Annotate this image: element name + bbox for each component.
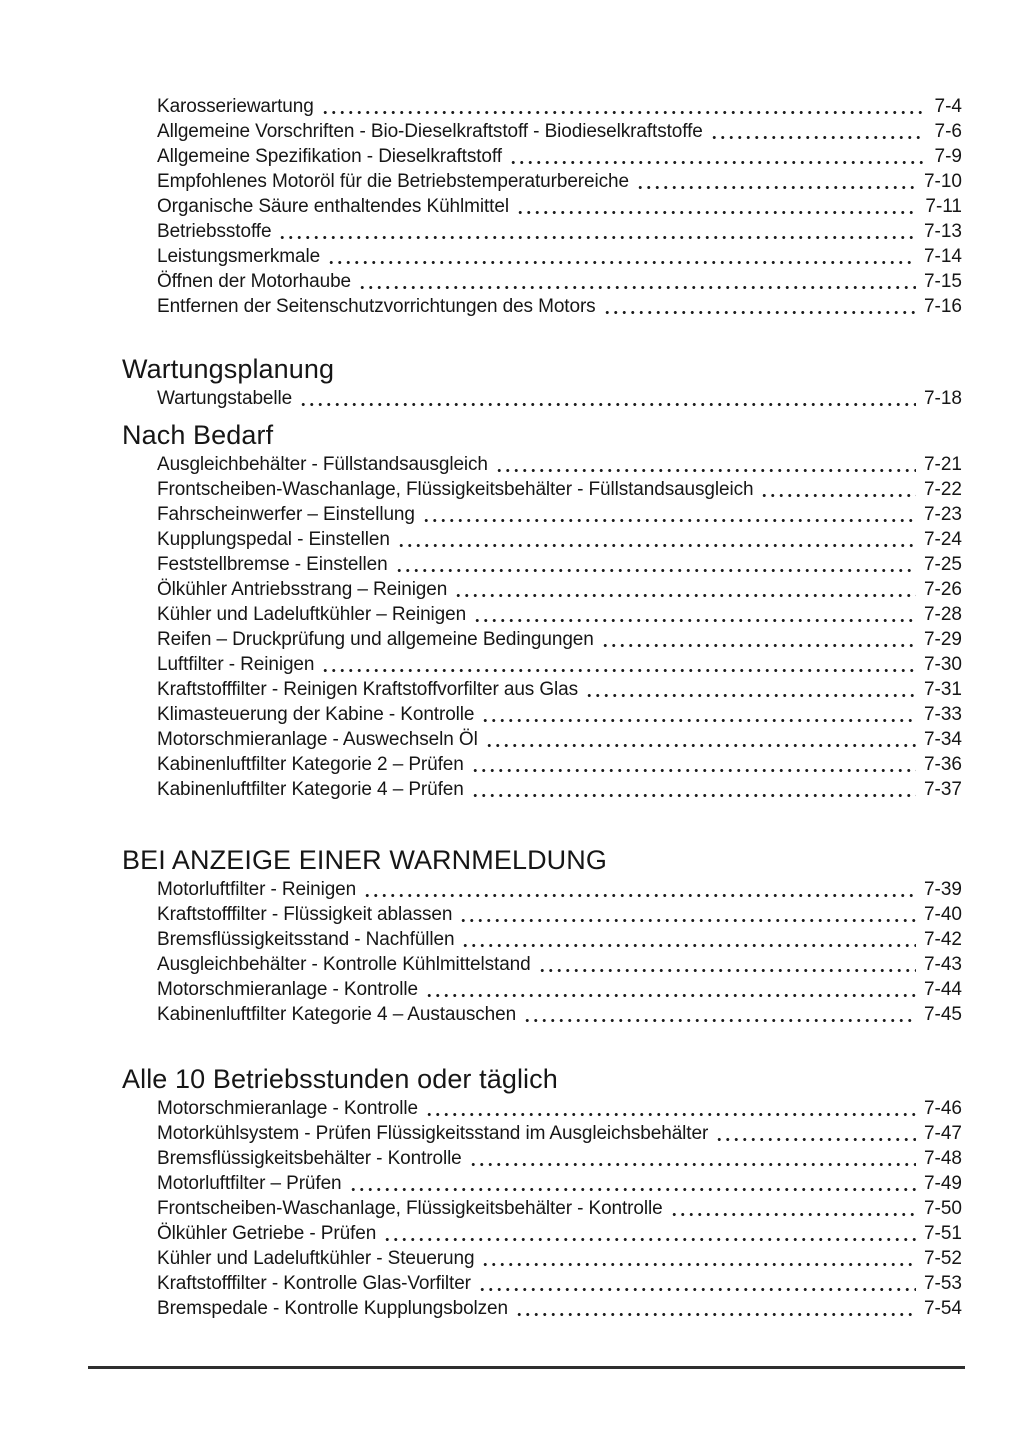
dot-leader xyxy=(516,211,917,214)
dot-leader xyxy=(473,619,916,622)
toc-entry-row xyxy=(157,219,962,244)
toc-section xyxy=(122,844,962,1027)
dot-leader xyxy=(485,744,916,747)
toc-entry-row xyxy=(157,1296,962,1321)
toc-entry-page-number: 7-44 xyxy=(923,979,962,1000)
toc-entry-page-number: 7-42 xyxy=(923,929,962,950)
toc-entry-label: Motorluftfilter - Reinigen xyxy=(157,879,357,900)
section-items xyxy=(157,452,962,802)
toc-entry-row xyxy=(157,1171,962,1196)
dot-leader xyxy=(349,1188,916,1191)
toc-entry-page-number: 7-13 xyxy=(923,221,962,242)
toc-entry-label: Karosseriewartung xyxy=(157,96,314,117)
toc-entry-label: Wartungstabelle xyxy=(157,388,293,409)
toc-section xyxy=(122,1063,962,1321)
toc-entry-page-number: 7-54 xyxy=(923,1298,962,1319)
toc-entry-page-number: 7-37 xyxy=(923,779,962,800)
toc-entry-row xyxy=(157,777,962,802)
toc-entry-label: Kraftstofffilter - Reinigen Kraftstoffvorfilter aus Glas xyxy=(157,679,579,700)
toc-entry-page-number: 7-51 xyxy=(923,1223,962,1244)
dot-leader xyxy=(636,186,916,189)
toc-entry-label: Motorschmieranlage - Kontrolle xyxy=(157,979,419,1000)
section-heading: Nach Bedarf xyxy=(122,420,274,450)
toc-entry-label: Fahrscheinwerfer – Einstellung xyxy=(157,504,415,525)
toc-entry-label: Bremspedale - Kontrolle Kupplungsbolzen xyxy=(157,1298,508,1319)
toc-entry-page-number: 7-22 xyxy=(923,479,962,500)
toc-entry-page-number: 7-34 xyxy=(923,729,962,750)
section-items xyxy=(157,386,962,411)
toc-entry-page-number: 7-40 xyxy=(923,904,962,925)
toc-entry-page-number: 7-29 xyxy=(923,629,962,650)
toc-entry-row xyxy=(157,1002,962,1027)
toc-entry-page-number: 7-6 xyxy=(934,121,962,142)
toc-entry-label: Allgemeine Spezifikation - Dieselkraftstoff xyxy=(157,146,502,167)
dot-leader xyxy=(471,769,916,772)
toc-entry-page-number: 7-39 xyxy=(923,879,962,900)
toc-entry-row xyxy=(157,627,962,652)
section-heading: Alle 10 Betriebsstunden oder täglich xyxy=(122,1064,558,1094)
toc-entry-row xyxy=(157,677,962,702)
toc-entry-label: Ausgleichbehälter - Kontrolle Kühlmittelstand xyxy=(157,954,531,975)
toc-entry-page-number: 7-4 xyxy=(934,96,962,117)
toc-entry-page-number: 7-50 xyxy=(923,1198,962,1219)
toc-entry-label: Frontscheiben-Waschanlage, Flüssigkeitsbehälter - Kontrolle xyxy=(157,1198,663,1219)
toc-entry-row xyxy=(157,477,962,502)
toc-entry-page-number: 7-15 xyxy=(923,271,962,292)
toc-entry-row xyxy=(157,386,962,411)
dot-leader xyxy=(471,794,916,797)
dot-leader xyxy=(321,111,924,114)
toc-entry-label: Kabinenluftfilter Kategorie 4 – Austauschen xyxy=(157,1004,517,1025)
toc-entry-page-number: 7-45 xyxy=(923,1004,962,1025)
toc-entry-label: Betriebsstoffe xyxy=(157,221,272,242)
section-items xyxy=(157,1096,962,1321)
toc-entry-label: Motorkühlsystem - Prüfen Flüssigkeitsstand im Ausgleichsbehälter xyxy=(157,1123,709,1144)
toc-entry-page-number: 7-30 xyxy=(923,654,962,675)
toc-entry-row xyxy=(157,1246,962,1271)
toc-entry-label: Leistungsmerkmale xyxy=(157,246,321,267)
toc-entry-row xyxy=(157,652,962,677)
toc-entry-label: Kühler und Ladeluftkühler – Reinigen xyxy=(157,604,467,625)
toc-entry-label: Bremsflüssigkeitsbehälter - Kontrolle xyxy=(157,1148,462,1169)
toc-entry-label: Entfernen der Seitenschutzvorrichtungen des Motors xyxy=(157,296,596,317)
toc-entry-page-number: 7-16 xyxy=(923,296,962,317)
toc-section xyxy=(122,419,962,802)
dot-leader xyxy=(538,969,916,972)
dot-leader xyxy=(670,1213,916,1216)
dot-leader xyxy=(601,644,916,647)
toc-entry-label: Klimasteuerung der Kabine - Kontrolle xyxy=(157,704,475,725)
toc-entry-row xyxy=(157,952,962,977)
toc-entry-row xyxy=(157,877,962,902)
toc-entry-label: Kraftstofffilter - Flüssigkeit ablassen xyxy=(157,904,453,925)
toc-entry-row xyxy=(157,1121,962,1146)
toc-entry-row xyxy=(157,119,962,144)
toc-entry-label: Ölkühler Antriebsstrang – Reinigen xyxy=(157,579,448,600)
toc-entry-page-number: 7-33 xyxy=(923,704,962,725)
toc-entry-label: Allgemeine Vorschriften - Bio-Dieselkraftstoff - Biodieselkraftstoffe xyxy=(157,121,703,142)
toc-entry-row xyxy=(157,294,962,319)
toc-entry-label: Bremsflüssigkeitsstand - Nachfüllen xyxy=(157,929,455,950)
toc-entry-row xyxy=(157,702,962,727)
toc-entry-row xyxy=(157,1271,962,1296)
dot-leader xyxy=(715,1138,916,1141)
dot-leader xyxy=(710,136,924,139)
toc-entry-label: Ausgleichbehälter - Füllstandsausgleich xyxy=(157,454,488,475)
toc-entry-page-number: 7-47 xyxy=(923,1123,962,1144)
toc-entry-page-number: 7-46 xyxy=(923,1098,962,1119)
toc-entry-label: Frontscheiben-Waschanlage, Flüssigkeitsbehälter - Füllstandsausgleich xyxy=(157,479,754,500)
toc-entry-row xyxy=(157,452,962,477)
toc-entry-label: Kühler und Ladeluftkühler - Steuerung xyxy=(157,1248,475,1269)
toc-entry-row xyxy=(157,977,962,1002)
dot-leader xyxy=(383,1238,916,1241)
toc-entry-page-number: 7-26 xyxy=(923,579,962,600)
toc-entry-row xyxy=(157,502,962,527)
toc-entry-row xyxy=(157,527,962,552)
toc-entry-row xyxy=(157,1221,962,1246)
dot-leader xyxy=(321,669,916,672)
toc-entry-row xyxy=(157,94,962,119)
toc-entry-row xyxy=(157,144,962,169)
dot-leader xyxy=(603,311,916,314)
toc-entry-row xyxy=(157,1146,962,1171)
dot-leader xyxy=(454,594,916,597)
section-heading: Wartungsplanung xyxy=(122,354,335,384)
dot-leader xyxy=(363,894,916,897)
toc-entry-label: Kabinenluftfilter Kategorie 4 – Prüfen xyxy=(157,779,464,800)
toc-entry-page-number: 7-21 xyxy=(923,454,962,475)
toc-section xyxy=(122,94,962,319)
dot-leader xyxy=(358,286,916,289)
dot-leader xyxy=(299,403,916,406)
toc-entry-label: Motorluftfilter – Prüfen xyxy=(157,1173,342,1194)
toc-entry-label: Kraftstofffilter - Kontrolle Glas-Vorfilter xyxy=(157,1273,471,1294)
toc-entry-label: Ölkühler Getriebe - Prüfen xyxy=(157,1223,377,1244)
toc-entry-row xyxy=(157,602,962,627)
section-heading: BEI ANZEIGE EINER WARNMELDUNG xyxy=(122,845,607,875)
toc-section xyxy=(122,353,962,411)
dot-leader xyxy=(422,519,916,522)
dot-leader xyxy=(523,1019,916,1022)
toc-entry-row xyxy=(157,244,962,269)
toc-entry-label: Reifen – Druckprüfung und allgemeine Bedingungen xyxy=(157,629,594,650)
section-items xyxy=(157,94,962,319)
toc-entry-page-number: 7-48 xyxy=(923,1148,962,1169)
toc-entry-label: Motorschmieranlage - Kontrolle xyxy=(157,1098,419,1119)
toc-entry-label: Luftfilter - Reinigen xyxy=(157,654,315,675)
toc-entry-page-number: 7-23 xyxy=(923,504,962,525)
toc-entry-page-number: 7-9 xyxy=(934,146,962,167)
dot-leader xyxy=(278,236,916,239)
toc-entry-page-number: 7-53 xyxy=(923,1273,962,1294)
toc-entry-row xyxy=(157,577,962,602)
dot-leader xyxy=(327,261,916,264)
toc-entry-row xyxy=(157,169,962,194)
toc-entry-page-number: 7-24 xyxy=(923,529,962,550)
toc-entry-label: Kabinenluftfilter Kategorie 2 – Prüfen xyxy=(157,754,464,775)
toc-entry-page-number: 7-28 xyxy=(923,604,962,625)
toc-entry-row xyxy=(157,1096,962,1121)
toc-entry-page-number: 7-18 xyxy=(923,388,962,409)
toc-entry-page-number: 7-36 xyxy=(923,754,962,775)
footer-divider xyxy=(88,1366,965,1369)
toc-entry-row xyxy=(157,194,962,219)
toc-entry-label: Kupplungspedal - Einstellen xyxy=(157,529,390,550)
toc-entry-label: Öffnen der Motorhaube xyxy=(157,271,352,292)
toc-entry-page-number: 7-43 xyxy=(923,954,962,975)
dot-leader xyxy=(585,694,916,697)
toc-entry-row xyxy=(157,269,962,294)
dot-leader xyxy=(509,161,924,164)
dot-leader xyxy=(397,544,916,547)
toc-entry-page-number: 7-52 xyxy=(923,1248,962,1269)
dot-leader xyxy=(495,469,916,472)
toc-entry-page-number: 7-11 xyxy=(925,196,962,217)
toc-entry-row xyxy=(157,1196,962,1221)
dot-leader xyxy=(459,919,916,922)
dot-leader xyxy=(461,944,916,947)
section-items xyxy=(157,877,962,1027)
toc-entry-page-number: 7-49 xyxy=(923,1173,962,1194)
toc-entry-page-number: 7-10 xyxy=(923,171,962,192)
toc-entry-page-number: 7-14 xyxy=(923,246,962,267)
toc-entry-row xyxy=(157,927,962,952)
toc-entry-row xyxy=(157,727,962,752)
dot-leader xyxy=(425,1113,916,1116)
dot-leader xyxy=(481,719,916,722)
dot-leader xyxy=(481,1263,916,1266)
toc-entry-label: Motorschmieranlage - Auswechseln Öl xyxy=(157,729,478,750)
dot-leader xyxy=(469,1163,916,1166)
dot-leader xyxy=(395,569,916,572)
toc-entry-label: Empfohlenes Motoröl für die Betriebstemperaturbereiche xyxy=(157,171,629,192)
toc-entry-row xyxy=(157,902,962,927)
dot-leader xyxy=(425,994,916,997)
toc-entry-row xyxy=(157,552,962,577)
dot-leader xyxy=(515,1313,916,1316)
toc-entry-label: Feststellbremse - Einstellen xyxy=(157,554,388,575)
dot-leader xyxy=(478,1288,916,1291)
toc-entry-page-number: 7-31 xyxy=(923,679,962,700)
toc-entry-row xyxy=(157,752,962,777)
toc-entry-label: Organische Säure enthaltendes Kühlmittel xyxy=(157,196,509,217)
toc-entry-page-number: 7-25 xyxy=(923,554,962,575)
dot-leader xyxy=(760,494,915,497)
